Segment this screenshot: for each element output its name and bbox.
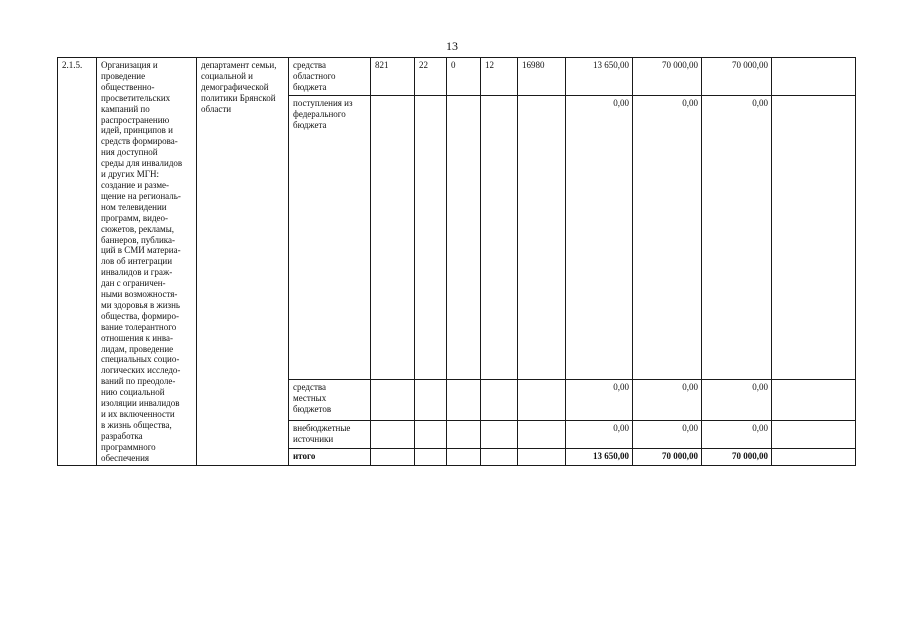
budget-code-cell: [415, 380, 447, 421]
budget-code-cell: [518, 449, 566, 466]
budget-code-cell: 821: [371, 58, 415, 96]
item-code-cell: 2.1.5.: [58, 58, 97, 466]
amount-cell: 0,00: [566, 96, 633, 380]
budget-code-cell: 0: [447, 58, 481, 96]
total-amount-cell: 70 000,00: [633, 449, 702, 466]
funding-source-cell: внебюджетные источники: [289, 421, 371, 449]
amount-cell: 0,00: [633, 380, 702, 421]
budget-code-cell: [415, 449, 447, 466]
amount-cell: 0,00: [566, 421, 633, 449]
empty-cell: [772, 449, 856, 466]
page-number: 13: [446, 39, 458, 53]
budget-code-cell: [447, 380, 481, 421]
budget-code-cell: [518, 421, 566, 449]
budget-code-cell: [371, 449, 415, 466]
budget-code-cell: [447, 421, 481, 449]
budget-code-cell: 22: [415, 58, 447, 96]
budget-code-cell: [518, 380, 566, 421]
budget-code-cell: [371, 421, 415, 449]
total-amount-cell: 70 000,00: [702, 449, 772, 466]
budget-code-cell: [481, 380, 518, 421]
budget-code-cell: [447, 96, 481, 380]
amount-cell: 0,00: [633, 421, 702, 449]
budget-code-cell: [481, 449, 518, 466]
empty-cell: [772, 96, 856, 380]
funding-source-cell: средства местных бюджетов: [289, 380, 371, 421]
table-row: [58, 58, 856, 96]
budget-code-cell: [415, 96, 447, 380]
funding-source-cell: поступления из федерального бюджета: [289, 96, 371, 380]
budget-code-cell: [481, 421, 518, 449]
program-activities-table: [57, 57, 856, 466]
total-label-cell: итого: [289, 449, 371, 466]
budget-code-cell: [415, 421, 447, 449]
amount-cell: 0,00: [633, 96, 702, 380]
budget-code-cell: [371, 96, 415, 380]
amount-cell: 70 000,00: [633, 58, 702, 96]
amount-cell: 70 000,00: [702, 58, 772, 96]
item-description-cell: Организация и проведение общественно- просветительских кампаний по распространению идей, принципов и средств формирова- ния доступной среды для инвалидов и других МГН: создание и разме- щение на региональ- ном телевидении программ, видео- сюжетов, рекламы, баннеров, публика- ций в СМИ материа- лов об интеграции инвалидов и граж- дан с ограничен- ными возможностя- ми здоровья в жизнь общества, формиро- вание толерантного отношения к инва- лидам, проведение специальных социо- логических исследо- ваний по преодоле- нию социальной изоляции инвалидов и их включенности в жизнь общества, разработка программного обеспечения: [97, 58, 197, 466]
amount-cell: 13 650,00: [566, 58, 633, 96]
budget-code-cell: [518, 96, 566, 380]
empty-cell: [772, 58, 856, 96]
empty-cell: [772, 421, 856, 449]
amount-cell: 0,00: [702, 96, 772, 380]
budget-code-cell: [481, 96, 518, 380]
budget-code-cell: [447, 449, 481, 466]
amount-cell: 0,00: [702, 380, 772, 421]
budget-code-cell: [371, 380, 415, 421]
total-amount-cell: 13 650,00: [566, 449, 633, 466]
amount-cell: 0,00: [702, 421, 772, 449]
amount-cell: 0,00: [566, 380, 633, 421]
funding-source-cell: средства областного бюджета: [289, 58, 371, 96]
empty-cell: [772, 380, 856, 421]
budget-code-cell: 12: [481, 58, 518, 96]
responsible-department-cell: департамент семьи, социальной и демографической политики Брянской области: [197, 58, 289, 466]
budget-code-cell: 16980: [518, 58, 566, 96]
